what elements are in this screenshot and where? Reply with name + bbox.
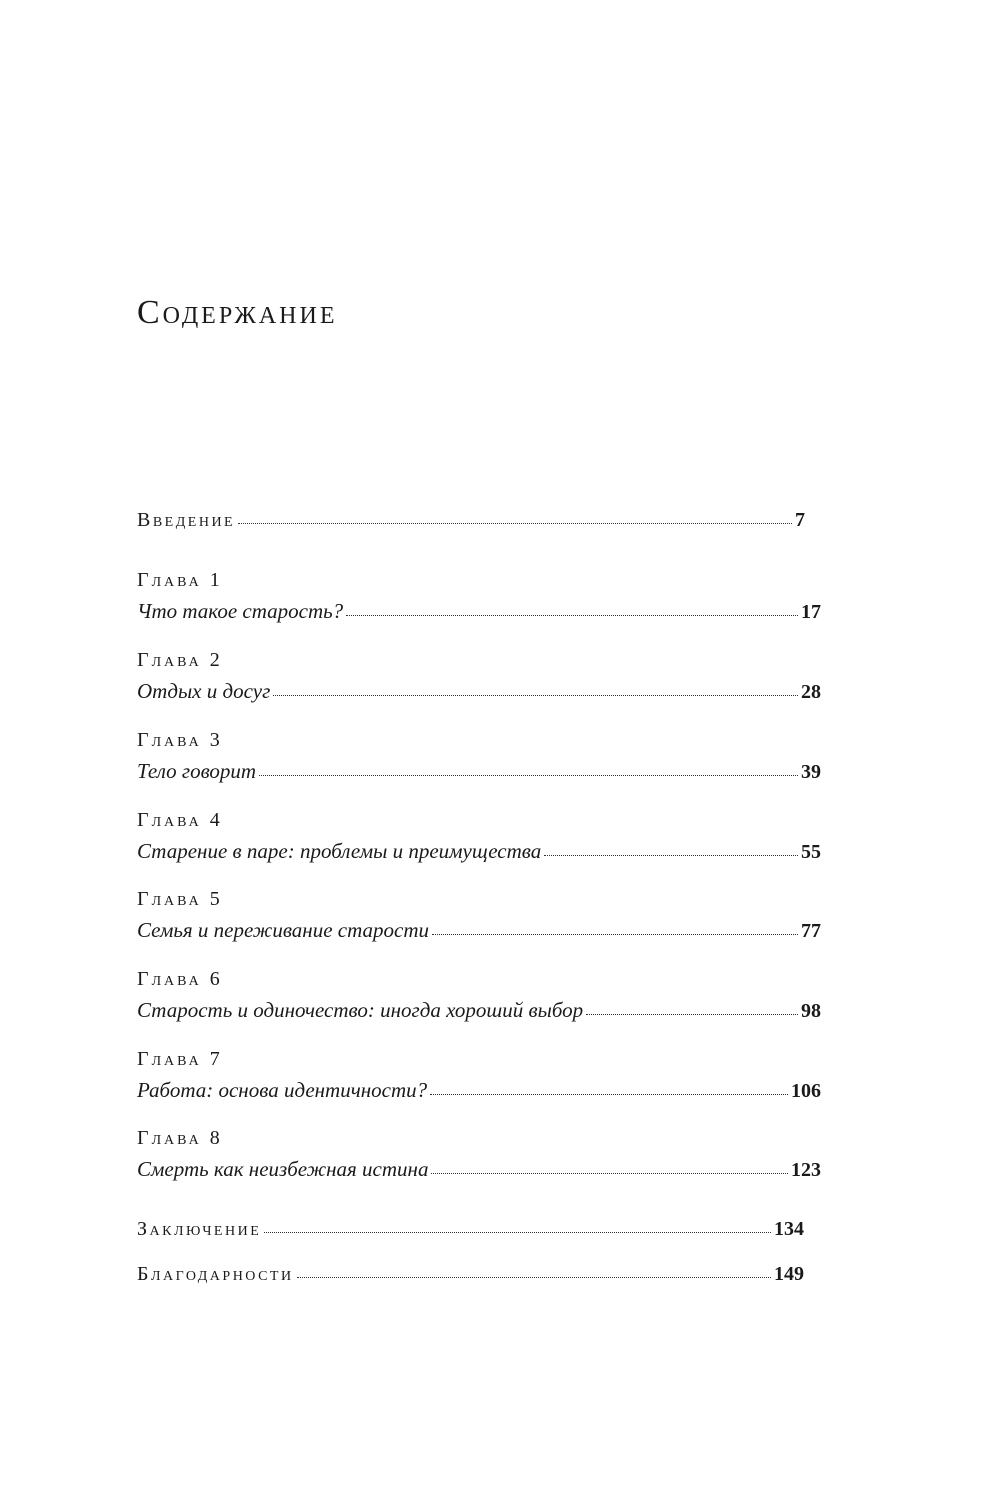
toc-entry-chapter-3[interactable] (137, 761, 821, 782)
toc-entry-page: 123 (791, 1159, 821, 1181)
toc-entry-label: Введение (137, 509, 236, 531)
toc-entry-label: Благодарности (137, 1263, 294, 1285)
toc-entry-page: 106 (791, 1080, 821, 1102)
dot-leader (586, 1013, 798, 1015)
toc-entry-chapter-5[interactable] (137, 920, 821, 941)
toc-entry-label: Работа: основа идентичности? (137, 1078, 428, 1102)
dot-leader (431, 1172, 788, 1174)
dot-leader (346, 614, 798, 616)
toc-entry-label: Старение в паре: проблемы и преимущества (137, 839, 542, 863)
chapter-number: Глава 3 (137, 729, 223, 751)
toc-entry-chapter-2[interactable] (137, 681, 821, 702)
toc-entry-label: Что такое старость? (137, 599, 344, 623)
toc-entry-chapter-4[interactable] (137, 841, 821, 862)
toc-entry-label: Смерть как неизбежная истина (137, 1157, 429, 1181)
toc-entry-label: Заключение (137, 1218, 262, 1240)
toc-entry-intro[interactable] (137, 510, 805, 530)
dot-leader (238, 522, 792, 524)
dot-leader (544, 854, 798, 856)
chapter-number: Глава 4 (137, 809, 223, 831)
dot-leader (264, 1231, 771, 1233)
toc-entry-page: 98 (801, 1000, 821, 1022)
toc-entry-page: 7 (795, 509, 805, 531)
chapter-number: Глава 7 (137, 1048, 223, 1070)
toc-entry-label: Семья и переживание старости (137, 918, 430, 942)
chapter-number: Глава 8 (137, 1127, 223, 1149)
toc-entry-chapter-6[interactable] (137, 1000, 821, 1021)
toc-entry-chapter-7[interactable] (137, 1080, 821, 1101)
toc-entry-conclusion[interactable] (137, 1219, 804, 1239)
toc-entry-page: 55 (801, 841, 821, 863)
toc-entry-label: Отдых и досуг (137, 679, 271, 703)
toc-entry-page: 77 (801, 920, 821, 942)
toc-entry-page: 17 (801, 601, 821, 623)
dot-leader (259, 774, 798, 776)
toc-entry-label: Старость и одиночество: иногда хороший выбор (137, 998, 584, 1022)
dot-leader (432, 933, 798, 935)
toc-entry-page: 28 (801, 681, 821, 703)
chapter-number: Глава 5 (137, 888, 223, 910)
dot-leader (273, 694, 798, 696)
toc-entry-page: 39 (801, 761, 821, 783)
dot-leader (297, 1276, 771, 1278)
toc-entry-page: 134 (774, 1218, 804, 1240)
toc-entry-acknowledgements[interactable] (137, 1264, 804, 1284)
page-title: Содержание (137, 294, 338, 331)
toc-entry-page: 149 (774, 1263, 804, 1285)
chapter-number: Глава 2 (137, 649, 223, 671)
toc-entry-label: Тело говорит (137, 759, 257, 783)
dot-leader (430, 1093, 788, 1095)
toc-entry-chapter-8[interactable] (137, 1159, 821, 1180)
toc-entry-chapter-1[interactable] (137, 601, 821, 622)
chapter-number: Глава 1 (137, 569, 223, 591)
chapter-number: Глава 6 (137, 968, 223, 990)
